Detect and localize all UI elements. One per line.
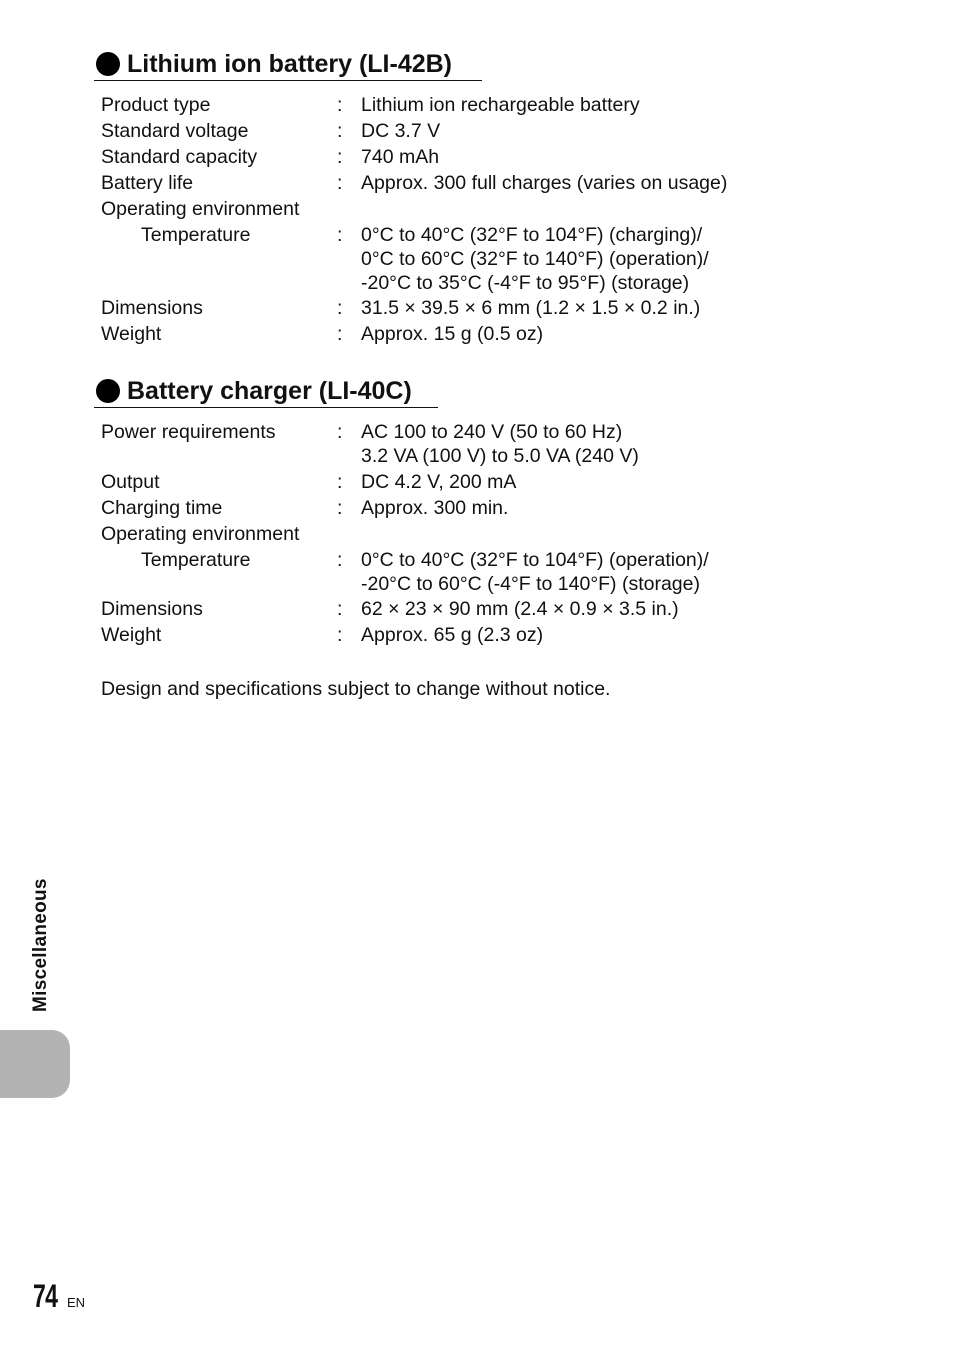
spec-row [94, 547, 854, 597]
spec-row [94, 596, 854, 622]
spec-colon: : [337, 624, 343, 646]
spec-value: 740 mAh [361, 146, 440, 168]
spec-row [94, 469, 854, 495]
bullet-icon [96, 52, 120, 76]
spec-value: DC 3.7 V [361, 120, 441, 142]
spec-value: Lithium ion rechargeable battery [361, 94, 640, 116]
spec-value: Approx. 15 g (0.5 oz) [361, 323, 544, 345]
spec-label: Weight [101, 624, 162, 646]
spec-row [94, 118, 854, 144]
spec-row [94, 144, 854, 170]
spec-value: 0°C to 60°C (32°F to 140°F) (operation)/ [361, 248, 709, 270]
spec-label: Standard capacity [101, 146, 258, 168]
spec-colon: : [337, 94, 343, 116]
spec-value: Approx. 65 g (2.3 oz) [361, 624, 544, 646]
spec-row [94, 321, 854, 347]
spec-label: Power requirements [101, 421, 276, 443]
page-language: EN [67, 1295, 86, 1310]
spec-value: 3.2 VA (100 V) to 5.0 VA (240 V) [361, 445, 639, 467]
spec-label: Dimensions [101, 297, 203, 319]
section-tab [0, 1030, 70, 1098]
battery-heading [94, 48, 482, 81]
spec-value: 31.5 × 39.5 × 6 mm (1.2 × 1.5 × 0.2 in.) [361, 297, 701, 319]
spec-colon: : [337, 598, 343, 620]
spec-colon: : [337, 224, 343, 246]
charger-heading [94, 375, 438, 408]
spec-colon: : [337, 120, 343, 142]
battery-spec-list [94, 92, 854, 347]
spec-label: Charging time [101, 496, 223, 519]
charger-heading-text: Battery charger (LI-40C) [127, 376, 412, 405]
spec-colon: : [337, 470, 343, 493]
battery-heading-text: Lithium ion battery (LI-42B) [127, 49, 452, 78]
spec-label: Operating environment [101, 198, 300, 220]
spec-row [94, 419, 854, 469]
charger-section [94, 375, 854, 648]
spec-label: Product type [101, 94, 211, 116]
spec-row [94, 295, 854, 321]
bullet-icon [96, 379, 120, 403]
spec-label: Dimensions [101, 598, 203, 620]
spec-colon: : [337, 421, 343, 443]
spec-colon: : [337, 548, 343, 571]
specifications-note: Design and specifications subject to change without notice. [101, 678, 611, 700]
spec-label: Operating environment [101, 522, 300, 545]
spec-label: Temperature [141, 224, 251, 246]
spec-value: AC 100 to 240 V (50 to 60 Hz) [361, 421, 623, 443]
spec-colon: : [337, 172, 343, 194]
charger-spec-list [94, 419, 854, 648]
spec-label: Battery life [101, 172, 194, 194]
spec-row [94, 222, 854, 295]
spec-row [94, 622, 854, 648]
spec-row [94, 495, 854, 521]
spec-label: Standard voltage [101, 120, 249, 142]
spec-colon: : [337, 496, 343, 519]
spec-colon: : [337, 297, 343, 319]
spec-value: -20°C to 60°C (-4°F to 140°F) (storage) [361, 572, 700, 595]
spec-value: 0°C to 40°C (32°F to 104°F) (charging)/ [361, 224, 703, 246]
page-number: 74 [33, 1278, 58, 1314]
spec-label: Temperature [141, 548, 251, 571]
spec-value: 62 × 23 × 90 mm (2.4 × 0.9 × 3.5 in.) [361, 598, 679, 620]
spec-value: 0°C to 40°C (32°F to 104°F) (operation)/ [361, 548, 709, 571]
section-side-label: Miscellaneous [30, 878, 51, 1012]
spec-value: DC 4.2 V, 200 mA [361, 470, 517, 493]
spec-colon: : [337, 323, 343, 345]
spec-label: Weight [101, 323, 162, 345]
battery-section [94, 48, 854, 347]
spec-label: Output [101, 470, 160, 493]
spec-row [94, 92, 854, 118]
spec-row [94, 170, 854, 196]
spec-value: -20°C to 35°C (-4°F to 95°F) (storage) [361, 271, 690, 294]
spec-value: Approx. 300 min. [361, 496, 509, 519]
spec-colon: : [337, 146, 343, 168]
spec-row [94, 196, 854, 222]
spec-value: Approx. 300 full charges (varies on usage) [361, 172, 728, 194]
spec-row [94, 521, 854, 547]
